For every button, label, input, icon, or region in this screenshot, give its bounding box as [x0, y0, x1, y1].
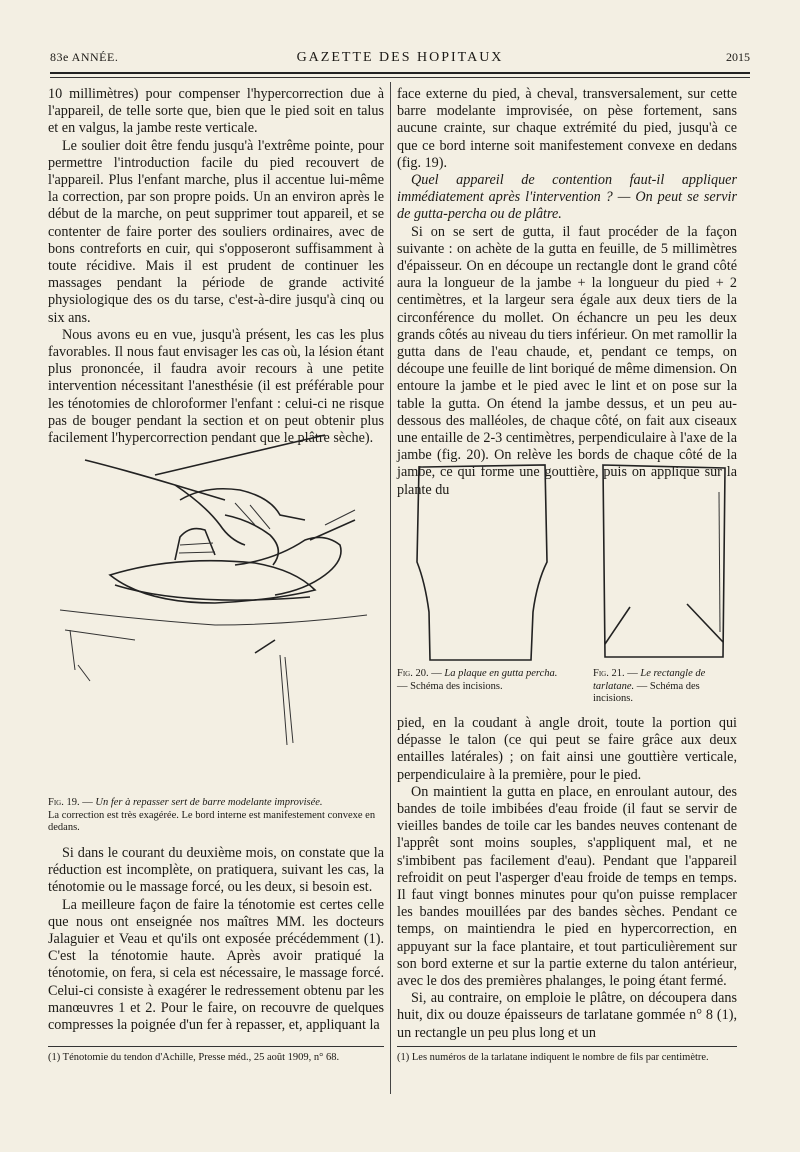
caption-dash: — — [624, 668, 641, 679]
fig-description: — Schéma des incisions. — [593, 680, 700, 704]
header-rule — [50, 72, 750, 74]
paragraph: Nous avons eu en vue, jusqu'à présent, les cas les plus favorables. Il nous faut envisager les cas où, la lésion étant plus prononcée, il faudra avoir recours à une petite intervention nécessitant l'anesthésie (il est préférable pour les ténotomies de chloroformer l'enfant : celui-ci ne risque pas de bouger pendant la section et on peut obtenir plus facilement l'hypercorrection pendant que le plâtre sèche). — [48, 326, 384, 447]
paragraph: Quel appareil de contention faut-il appliquer immédiatement après l'intervention ? — On peut se servir de gutta-percha ou de plâtre. — [397, 172, 737, 223]
fig-label: Fig. 20. — [397, 668, 429, 679]
journal-title: GAZETTE DES HOPITAUX — [296, 50, 504, 65]
figure-20-diagram — [405, 462, 560, 667]
header-rule-thin — [50, 77, 750, 78]
right-column-bottom — [397, 715, 737, 1042]
footnote-left: (1) Ténotomie du tendon d'Achille, Presse méd., 25 août 1909, n° 68. — [48, 1052, 340, 1063]
paragraph: Le soulier doit être fendu jusqu'à l'extrême pointe, pour permettre l'introduction facile du pied recouvert de l'appareil. Plus l'enfant marche, plus il accentue lui-même la correction, par son propre poids. Un an environ après le début de la marche, on peut supprimer tout appareil, et se contenter de faire porter des souliers ordinaires, avec de bons contreforts en cuir, qui s'opposeront suffisamment à toute récidive. Mais il est prudent de continuer les massages pendant la période de grande activité physiologique des os du tarse, c'est-à-dire jusqu'à cinq ou six ans. — [48, 137, 384, 326]
fig-title: Un fer à repasser sert de barre modelante improvisée. — [95, 797, 323, 808]
paragraph: Si dans le courant du deuxième mois, on constate que la réduction est incomplète, on pratiquera, suivant les cas, la ténotomie ou le massage forcé, ou les deux, si besoin est. — [48, 845, 384, 896]
paragraph: face externe du pied, à cheval, transversalement, sur cette barre modelante improvisée, on pèse fortement, sans aucune crainte, sur chaque extrémité du pied, jusqu'à ce que ce bord interne soit manifestement convexe en dedans (fig. 19). — [397, 86, 737, 171]
volume-label: 83e ANNÉE. — [50, 50, 119, 64]
fig-description: La correction est très exagérée. Le bord interne est manifestement convexe en dedans. — [48, 809, 376, 833]
left-column-bottom — [48, 845, 384, 1034]
fig-description: — Schéma des incisions. — [397, 680, 503, 692]
column-divider — [390, 82, 391, 1094]
paragraph: La meilleure façon de faire la ténotomie est certes celle que nous ont enseignée nos maîtres MM. les docteurs Jalaguier et Veau et qu'ils ont exposée précédemment (1). C'est la ténotomie haute. Après avoir pratiqué la ténotomie, on fera, si cela est nécessaire, le massage forcé. Celui-ci consiste à exagérer le redressement obtenu par les manœuvres 1 et 2. Pour le faire, on recouvre de quelques compresses la poignée d'un fer à repasser, et, appliquant la — [48, 896, 384, 1034]
fig-title: Le rectangle de tarlatane. — [593, 668, 706, 692]
caption-dash: — — [428, 668, 445, 679]
fig-label: Fig. 19. — [48, 797, 80, 808]
fig-label: Fig. 21. — [593, 668, 625, 679]
paragraph: On maintient la gutta en place, en enroulant autour, des bandes de toile imbibées d'eau froide (il faut se servir de vieilles bandes de toile car les bandes neuves contenant de l'apprêt sont moins souples, s'appliquent mal, et ne s'imbibent pas facilement d'eau). Pendant que l'appareil refroidit on peut l'asperger d'eau froide de temps en temps. Il faut vingt bonnes minutes pour qu'on puisse remplacer les bandes mouillées par des bandes sèches. Pendant ce temps, on maintiendra le pied en hypercorrection, en appuyant sur la face plantaire, et tout particulièrement sur son bord externe et sur la partie externe du talon antérieur, avec le dos des premières phalanges, le poing étant fermé. — [397, 783, 737, 990]
caption-dash: — — [79, 797, 96, 808]
figure-21-diagram — [595, 462, 735, 667]
figure-19-illustration — [55, 425, 375, 795]
fig-title: La plaque en gutta percha. — [444, 668, 558, 679]
paragraph: pied, en la coudant à angle droit, toute la portion qui dépasse le talon (ce qui peut se faire grâce aux deux entailles latérales) ; on fait ainsi une gouttière verticale, perpendiculaire à la première, pour le pied. — [397, 715, 737, 783]
page-number: 2015 — [726, 50, 750, 64]
figure-21-caption — [593, 668, 738, 706]
figure-19-caption — [48, 797, 384, 835]
running-header — [50, 50, 750, 70]
footnote-rule — [397, 1046, 737, 1047]
left-column-top — [48, 86, 384, 447]
paragraph: 10 millimètres) pour compenser l'hypercorrection due à l'appareil, de telle sorte que, bien que le pied soit en talus et en valgus, la jambe reste verticale. — [48, 86, 384, 137]
footnote-right: (1) Les numéros de la tarlatane indiquent le nombre de fils par centimètre. — [397, 1052, 709, 1063]
footnote-rule — [48, 1046, 384, 1047]
figure-20-caption — [397, 668, 562, 693]
paragraph: Si on se sert de gutta, il faut procéder de la façon suivante : on achète de la gutta en feuille, de 5 millimètres d'épaisseur. On en découpe un rectangle dont le grand côté aura la longueur de la jambe + la longueur du pied + 2 centimètres, et la largeur sera égale aux deux tiers de la circonférence du mollet. On échancre un peu les deux grands côtés au niveau du tiers inférieur. On met ramollir la gutta dans de l'eau chaude, et, pendant ce temps, on découpe une feuille de lint boriqué de même dimension. On entoure la jambe et le pied avec le lint et on pose sur la table la gutta. On étend la jambe dessus, et un peu au-dessous des malléoles, de chaque côté, on fait aux ciseaux une entaille de 2-3 centimètres, perpendiculaire à l'axe de la jambe (fig. 20). On relève les bords de chaque côté de la jambe, ce qui forme une gouttière, puis on applique sur la plante du — [397, 223, 737, 498]
right-column-top — [397, 86, 737, 499]
paragraph: Si, au contraire, on emploie le plâtre, on découpera dans huit, dix ou douze épaisseurs de tarlatane gommée n° 8 (1), un rectangle un peu plus long et un — [397, 990, 737, 1041]
